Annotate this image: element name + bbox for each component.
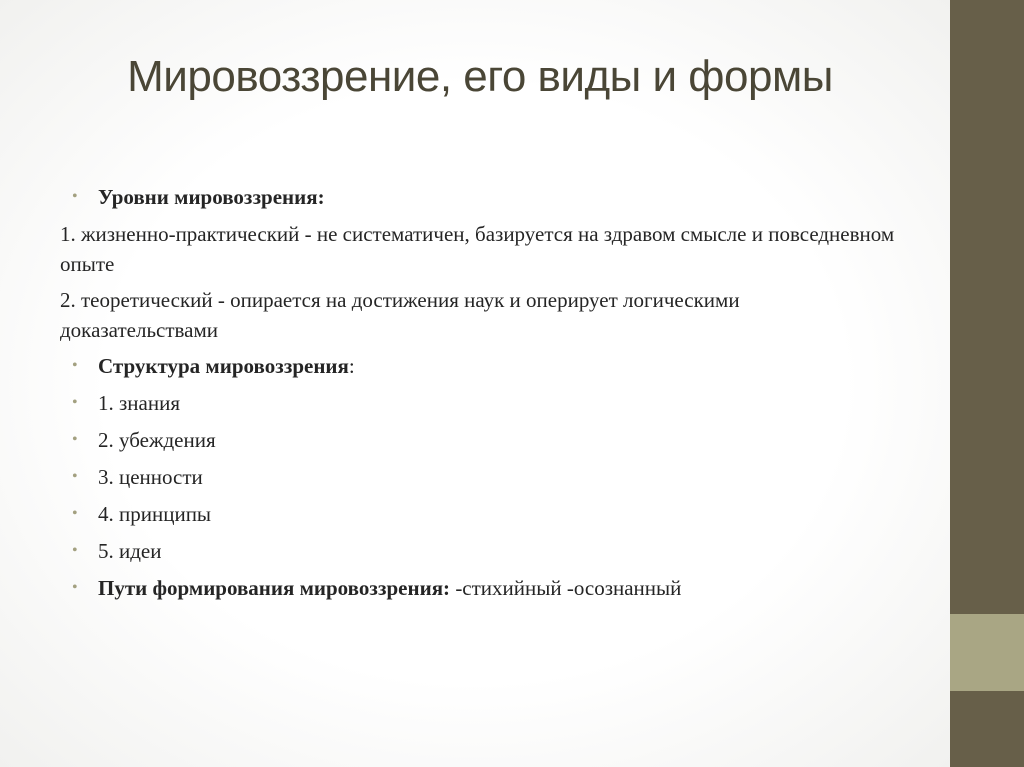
bullet-icon: • (72, 468, 78, 485)
bullet-icon: • (72, 505, 78, 522)
paths-text: -стихийный -осознанный (450, 576, 682, 600)
list-item (60, 573, 900, 603)
structure-item-beliefs: 2. убеждения (98, 428, 216, 452)
bullet-icon: • (72, 542, 78, 559)
list-item (60, 536, 900, 566)
slide-title: Мировоззрение, его виды и формы (127, 52, 833, 101)
list-item (60, 388, 900, 418)
structure-item-principles: 4. принципы (98, 502, 212, 526)
slide-content (60, 182, 900, 610)
paths-heading: Пути формирования мировоззрения: (98, 576, 451, 600)
bullet-icon: • (72, 431, 78, 448)
list-item (60, 351, 900, 381)
bullet-icon: • (72, 394, 78, 411)
level-1-text: 1. жизненно-практический - не систематичен, базируется на здравом смысле и повседневном опыте (60, 222, 895, 276)
levels-heading: Уровни мировоззрения: (98, 185, 325, 209)
bullet-icon: • (72, 357, 78, 374)
structure-heading: Структура мировоззрения (98, 354, 349, 378)
bullet-icon: • (72, 579, 78, 596)
structure-item-knowledge: 1. знания (98, 391, 180, 415)
structure-item-values: 3. ценности (98, 465, 203, 489)
list-item (60, 425, 900, 455)
bullet-icon: • (72, 188, 78, 205)
list-item (60, 462, 900, 492)
sidebar-accent-block (950, 614, 1024, 691)
structure-heading-colon: : (348, 354, 355, 378)
list-item (60, 499, 900, 529)
structure-item-ideas: 5. идеи (98, 539, 162, 563)
list-item (60, 182, 900, 212)
level-2-text: 2. теоретический - опирается на достижения наук и оперирует логическими доказательствами (60, 288, 740, 342)
